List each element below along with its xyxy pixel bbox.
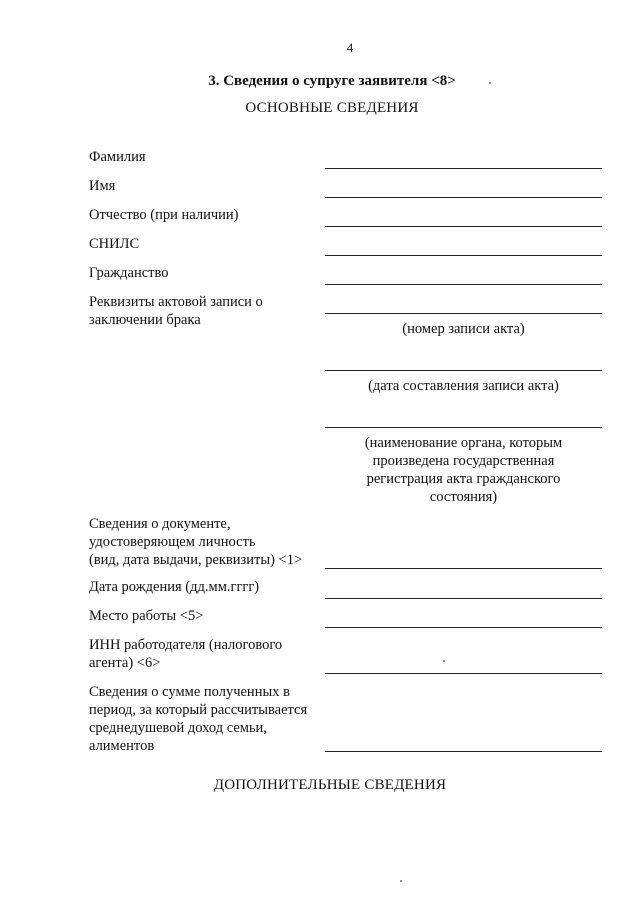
marriage-record-label-line2: заключении брака xyxy=(89,312,201,328)
employer-inn-label-line2: агента) <6> xyxy=(89,655,161,671)
workplace-label: Место работы <5> xyxy=(89,608,204,624)
employer-inn-label xyxy=(89,636,282,672)
name-label: Имя xyxy=(89,178,116,194)
employer-inn-line[interactable] xyxy=(325,673,602,674)
identity-document-label-line3: (вид, дата выдачи, реквизиты) <1> xyxy=(89,552,303,568)
income-label-line2: период, за который рассчитывается xyxy=(89,702,308,718)
scan-speck xyxy=(400,880,402,882)
registry-authority-caption-line3: регистрация акта гражданского xyxy=(366,471,561,487)
identity-document-line[interactable] xyxy=(325,568,602,569)
surname-line[interactable] xyxy=(325,168,602,169)
record-number-caption: (номер записи акта) xyxy=(402,321,525,337)
income-label-line4: алиментов xyxy=(89,738,155,754)
snils-label: СНИЛС xyxy=(89,236,140,252)
record-date-line[interactable] xyxy=(325,370,602,371)
scan-speck xyxy=(443,660,445,662)
workplace-line[interactable] xyxy=(325,627,602,628)
name-line[interactable] xyxy=(325,197,602,198)
scan-speck xyxy=(489,82,491,84)
registry-authority-caption-line2: произведена государственная xyxy=(372,453,555,469)
main-heading: ОСНОВНЫЕ СВЕДЕНИЯ xyxy=(245,100,419,116)
registry-authority-line[interactable] xyxy=(325,427,602,428)
citizenship-line[interactable] xyxy=(325,284,602,285)
income-label xyxy=(89,683,307,755)
employer-inn-label-line1: ИНН работодателя (налогового xyxy=(89,637,283,653)
registry-authority-caption xyxy=(325,434,602,506)
income-line[interactable] xyxy=(325,751,602,752)
registry-authority-caption-line4: состояния) xyxy=(429,489,498,505)
marriage-record-label-line1: Реквизиты актовой записи о xyxy=(89,294,263,310)
income-label-line1: Сведения о сумме полученных в xyxy=(89,684,290,700)
record-number-line[interactable] xyxy=(325,313,602,314)
identity-document-label-line2: удостоверяющем личность xyxy=(89,534,256,550)
record-date-caption: (дата составления записи акта) xyxy=(368,378,559,394)
marriage-record-label xyxy=(89,293,263,329)
patronymic-line[interactable] xyxy=(325,226,602,227)
income-label-line3: среднедушевой доход семьи, xyxy=(89,720,267,736)
additional-heading: ДОПОЛНИТЕЛЬНЫЕ СВЕДЕНИЯ xyxy=(213,777,447,793)
birth-date-label: Дата рождения (дд.мм.гггг) xyxy=(89,579,260,595)
section-title: 3. Сведения о супруге заявителя <8> xyxy=(208,73,456,89)
page-number: 4 xyxy=(346,40,354,55)
snils-line[interactable] xyxy=(325,255,602,256)
identity-document-label-line1: Сведения о документе, xyxy=(89,516,231,532)
registry-authority-caption-line1: (наименование органа, которым xyxy=(364,435,563,451)
birth-date-line[interactable] xyxy=(325,598,602,599)
identity-document-label xyxy=(89,515,302,569)
surname-label: Фамилия xyxy=(89,149,146,165)
patronymic-label: Отчество (при наличии) xyxy=(89,207,239,223)
citizenship-label: Гражданство xyxy=(89,265,169,281)
